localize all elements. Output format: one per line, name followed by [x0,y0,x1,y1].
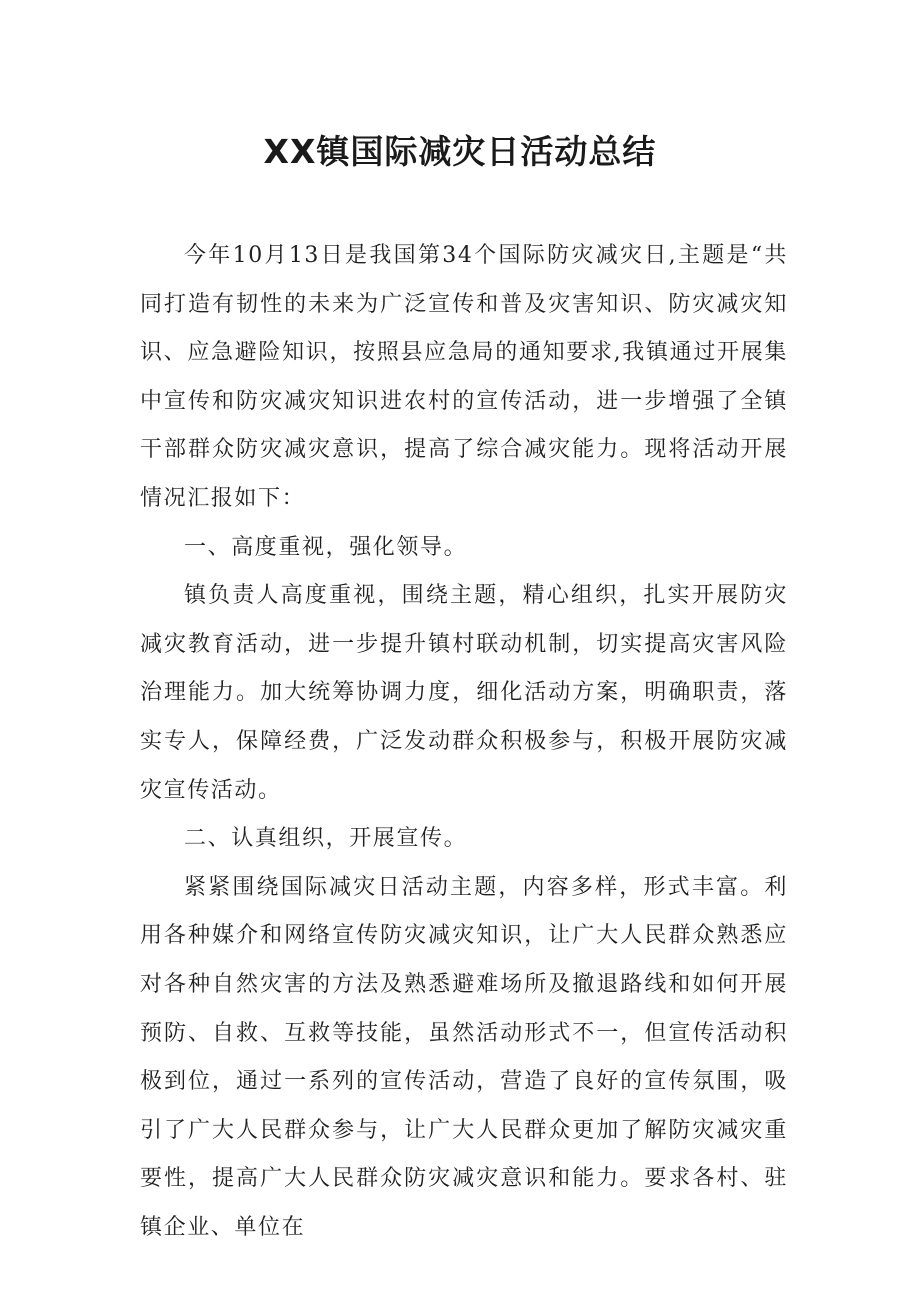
paragraph-section-2: 紧紧围绕国际减灾日活动主题，内容多样，形式丰富。利用各种媒介和网络宣传防灾减灾知识，让广大人民群众熟悉应对各种自然灾害的方法及熟悉避难场所及撤退路线和如何开展预防、自救、互救等技能，虽然活动形式不一，但宣传活动积极到位，通过一系列的宣传活动，营造了良好的宣传氛围，吸引了广大人民群众参与，让广大人民群众更加了解防灾减灾重要性，提高广大人民群众防灾减灾意识和能力。要求各村、驻镇企业、单位在 [140,874,788,1240]
section-heading-2: 二、认真组织，开展宣传。 [184,826,468,852]
document-title: XX镇国际减灾日活动总结 [263,132,657,171]
section-heading-1: 一、高度重视，强化领导。 [184,534,468,560]
paragraph-section-1: 镇负责人高度重视，围绕主题，精心组织，扎实开展防灾减灾教育活动，进一步提升镇村联动机制，切实提高灾害风险治理能力。加大统筹协调力度，细化活动方案，明确职责，落实专人，保障经费，广泛发动群众积极参与，积极开展防灾减灾宣传活动。 [140,583,788,803]
document-body [140,232,788,1252]
paragraph-intro: 今年10月13日是我国第34个国际防灾减灾日,主题是“共同打造有韧性的未来为广泛宣传和普及灾害知识、防灾减灾知识、应急避险知识，按照县应急局的通知要求,我镇通过开展集中宣传和防灾减灾知识进农村的宣传活动，进一步增强了全镇干部群众防灾减灾意识，提高了综合减灾能力。现将活动开展情况汇报如下： [140,243,788,511]
